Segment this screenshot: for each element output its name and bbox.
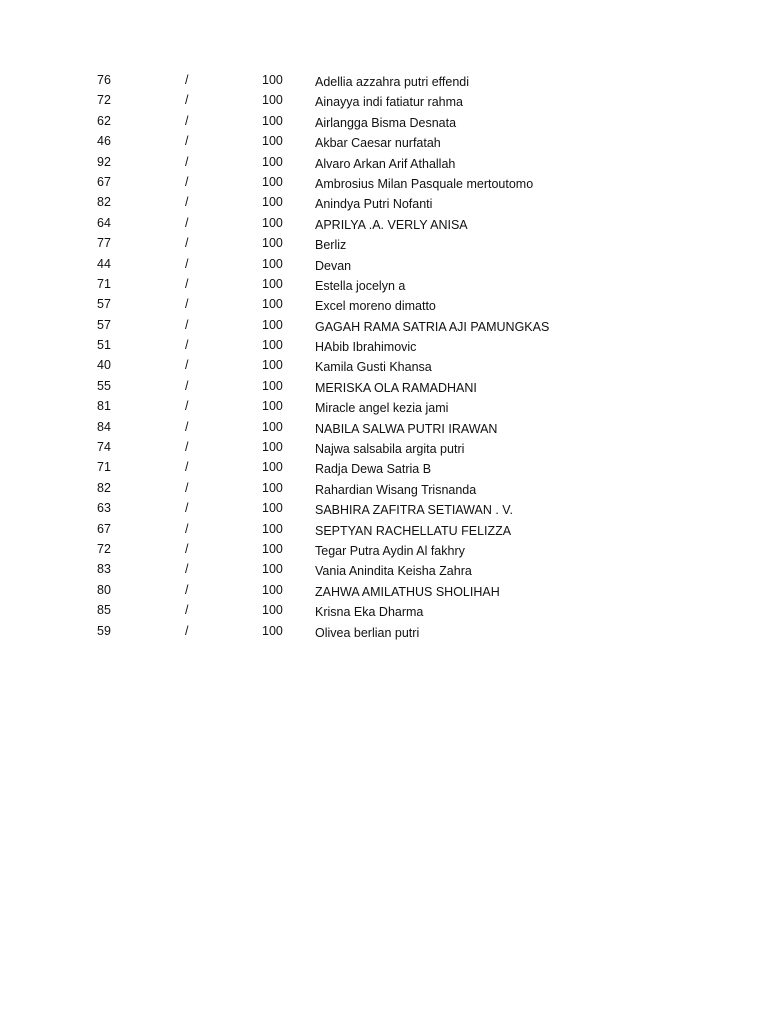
score-row [0,600,768,620]
max-score: 100 [262,73,283,87]
student-name: SABHIRA ZAFITRA SETIAWAN . V. [315,503,513,518]
student-name: HAbib Ibrahimovic [315,340,417,355]
score-row [0,478,768,498]
separator-slash: / [185,623,189,638]
score-value: 76 [97,73,111,87]
score-row [0,396,768,416]
score-list [0,70,768,641]
separator-slash: / [185,358,189,373]
score-row [0,376,768,396]
separator-slash: / [185,276,189,291]
score-row [0,172,768,192]
max-score: 100 [262,93,283,108]
student-name: Krisna Eka Dharma [315,605,424,620]
max-score: 100 [262,440,283,455]
score-row [0,254,768,274]
separator-slash: / [185,480,189,495]
separator-slash: / [185,236,189,251]
separator-slash: / [185,195,189,210]
max-score: 100 [262,378,283,393]
max-score: 100 [262,358,283,373]
score-value: 63 [97,501,111,516]
score-row [0,90,768,110]
max-score: 100 [262,236,283,251]
max-score: 100 [262,541,283,556]
score-value: 85 [97,603,111,618]
score-row [0,519,768,539]
score-row [0,192,768,212]
separator-slash: / [185,521,189,536]
score-row [0,70,768,90]
max-score: 100 [262,195,283,210]
score-value: 82 [97,195,111,210]
separator-slash: / [185,338,189,353]
student-name: Excel moreno dimatto [315,299,436,314]
student-name: SEPTYAN RACHELLATU FELIZZA [315,523,512,538]
score-value: 67 [97,174,111,189]
separator-slash: / [185,134,189,149]
score-row [0,152,768,172]
score-value: 80 [97,582,111,597]
score-value: 67 [97,521,111,536]
score-value: 57 [97,317,111,332]
score-value: 72 [97,93,111,108]
separator-slash: / [185,378,189,393]
score-value: 55 [97,378,111,393]
separator-slash: / [185,541,189,556]
separator-slash: / [185,154,189,169]
score-value: 57 [97,297,111,312]
student-name: GAGAH RAMA SATRIA AJI PAMUNGKAS [315,319,550,334]
score-value: 84 [97,419,111,434]
max-score: 100 [262,338,283,353]
score-row [0,417,768,437]
score-value: 44 [97,256,111,271]
student-name: Berliz [315,238,347,253]
student-name: Anindya Putri Nofanti [315,197,433,212]
max-score: 100 [262,134,283,149]
student-name: MERISKA OLA RAMADHANI [315,380,477,395]
separator-slash: / [185,440,189,455]
student-name: Miracle angel kezia jami [315,401,449,416]
max-score: 100 [262,480,283,495]
max-score: 100 [262,582,283,597]
student-name: Najwa salsabila argita putri [315,442,465,457]
max-score: 100 [262,623,283,638]
student-name: Ambrosius Milan Pasquale mertoutomo [315,176,534,191]
score-row [0,457,768,477]
score-value: 64 [97,215,111,230]
student-name: Akbar Caesar nurfatah [315,136,441,151]
max-score: 100 [262,562,283,577]
separator-slash: / [185,174,189,189]
student-name: Adellia azzahra putri effendi [315,75,470,89]
score-row [0,621,768,641]
student-name: ZAHWA AMILATHUS SHOLIHAH [315,584,500,599]
student-name: Kamila Gusti Khansa [315,360,432,375]
separator-slash: / [185,73,189,87]
max-score: 100 [262,215,283,230]
separator-slash: / [185,399,189,414]
score-value: 71 [97,276,111,291]
score-row [0,111,768,131]
score-row [0,131,768,151]
score-value: 71 [97,460,111,475]
max-score: 100 [262,174,283,189]
student-name: Ainayya indi fatiatur rahma [315,95,463,110]
score-row [0,213,768,233]
max-score: 100 [262,276,283,291]
score-value: 51 [97,338,111,353]
score-row [0,580,768,600]
score-row [0,294,768,314]
student-name: Tegar Putra Aydin Al fakhry [315,543,465,558]
max-score: 100 [262,501,283,516]
separator-slash: / [185,215,189,230]
separator-slash: / [185,113,189,128]
separator-slash: / [185,582,189,597]
score-row [0,437,768,457]
score-row [0,274,768,294]
separator-slash: / [185,317,189,332]
separator-slash: / [185,419,189,434]
score-row [0,355,768,375]
score-value: 62 [97,113,111,128]
max-score: 100 [262,256,283,271]
max-score: 100 [262,317,283,332]
score-value: 59 [97,623,111,638]
score-row [0,315,768,335]
max-score: 100 [262,603,283,618]
score-row [0,539,768,559]
score-value: 82 [97,480,111,495]
score-value: 72 [97,541,111,556]
score-value: 40 [97,358,111,373]
separator-slash: / [185,297,189,312]
max-score: 100 [262,297,283,312]
score-row [0,335,768,355]
student-name: Vania Anindita Keisha Zahra [315,564,472,579]
student-name: Rahardian Wisang Trisnanda [315,482,477,497]
student-name: APRILYA .A. VERLY ANISA [315,217,468,232]
student-name: Airlangga Bisma Desnata [315,115,457,130]
max-score: 100 [262,419,283,434]
score-row [0,233,768,253]
student-name: Alvaro Arkan Arif Athallah [315,156,456,171]
score-value: 46 [97,134,111,149]
score-value: 77 [97,236,111,251]
student-name: Olivea berlian putri [315,625,420,640]
max-score: 100 [262,460,283,475]
separator-slash: / [185,93,189,108]
max-score: 100 [262,521,283,536]
score-value: 83 [97,562,111,577]
score-row [0,559,768,579]
max-score: 100 [262,154,283,169]
separator-slash: / [185,562,189,577]
separator-slash: / [185,256,189,271]
student-name: Estella jocelyn a [315,278,406,293]
student-name: Devan [315,258,352,273]
separator-slash: / [185,501,189,516]
score-value: 92 [97,154,111,169]
score-value: 74 [97,440,111,455]
max-score: 100 [262,113,283,128]
separator-slash: / [185,460,189,475]
max-score: 100 [262,399,283,414]
student-name: Radja Dewa Satria B [315,462,432,477]
score-value: 81 [97,399,111,414]
score-row [0,498,768,518]
student-name: NABILA SALWA PUTRI IRAWAN [315,421,498,436]
separator-slash: / [185,603,189,618]
